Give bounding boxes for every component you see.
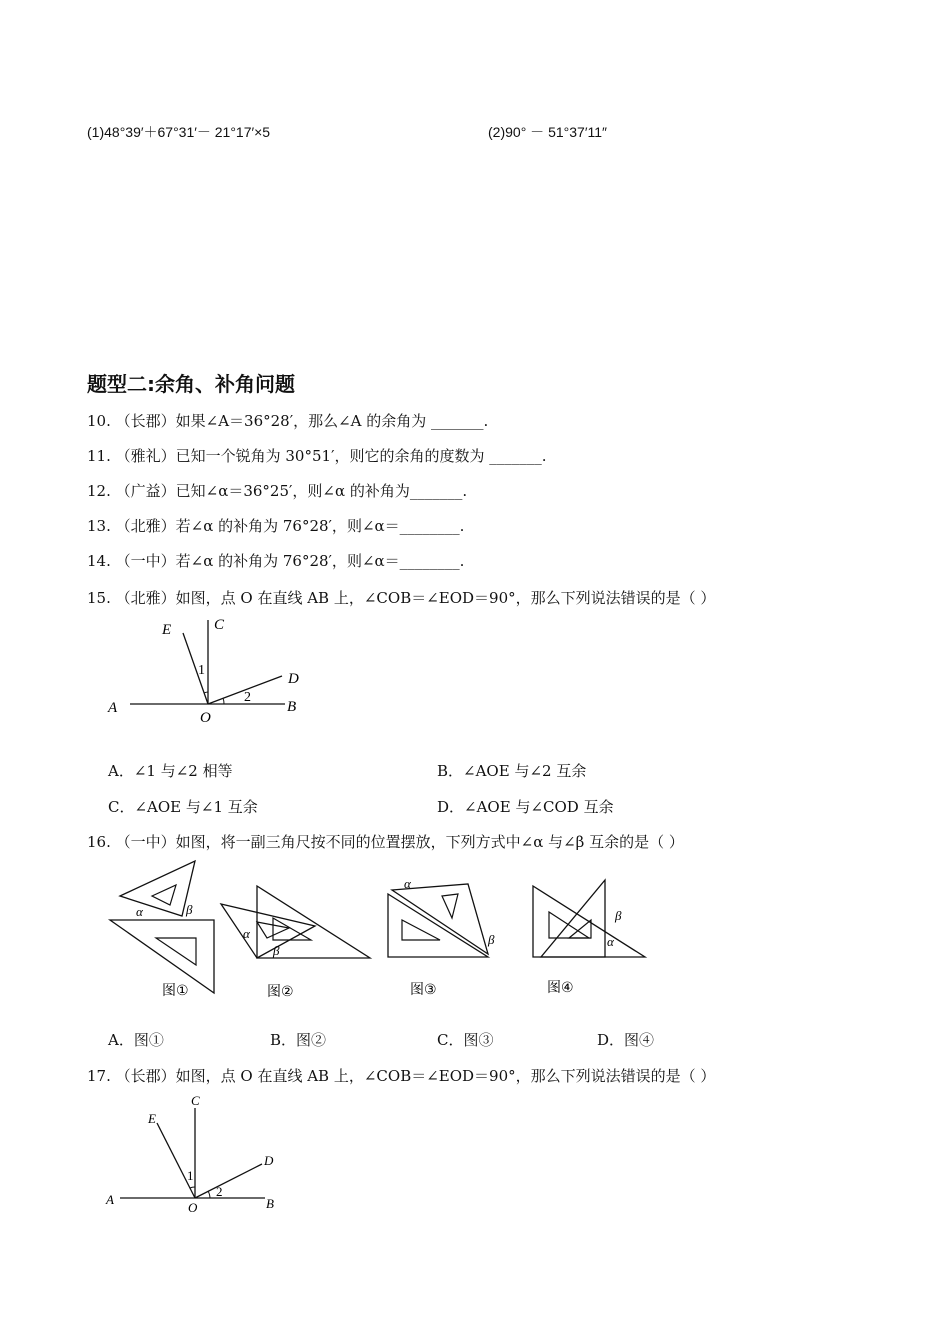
label-d: D	[264, 1153, 274, 1168]
label-e: E	[162, 622, 172, 638]
question-12: 12. （广益）已知∠α＝36°25′，则∠α 的补角为_______.	[87, 482, 468, 500]
question-10: 10. （长郡）如果∠A＝36°28′，那么∠A 的余角为 _______.	[87, 412, 489, 430]
calc-item-2-number: (2)	[488, 124, 506, 140]
ray-oe	[157, 1123, 195, 1198]
question-16: 16. （一中）如图，将一副三角尺按不同的位置摆放，下列方式中∠α 与∠β 互余的是（ ）	[87, 833, 684, 851]
label-o: O	[200, 710, 211, 726]
label-b: B	[266, 1196, 274, 1211]
label-angle-2: 2	[216, 1184, 223, 1199]
q15-option-d[interactable]: D．∠AOE 与∠COD 互余	[437, 798, 614, 816]
label-o: O	[188, 1200, 198, 1215]
fig3-alpha: α	[404, 876, 411, 891]
fig3-beta: β	[488, 932, 495, 947]
fig2-alpha: α	[243, 926, 250, 941]
calc-item-1-number: (1)	[87, 124, 105, 140]
label-a: A	[108, 700, 118, 716]
fig2-beta: β	[273, 943, 280, 958]
figure-3	[380, 872, 505, 1002]
question-15-figure	[100, 610, 320, 730]
q16-option-a[interactable]: A．图①	[108, 1031, 164, 1049]
figure-1	[100, 858, 225, 1008]
q15-option-a[interactable]: A．∠1 与∠2 相等	[108, 762, 233, 780]
label-b: B	[287, 699, 297, 715]
label-c: C	[191, 1093, 200, 1108]
ray-od	[195, 1164, 262, 1198]
q16-option-c[interactable]: C．图③	[437, 1031, 494, 1049]
label-angle-1: 1	[187, 1168, 194, 1183]
section-title: 题型二:余角、补角问题	[87, 372, 295, 396]
question-15: 15. （北雅）如图，点 O 在直线 AB 上，∠COB＝∠EOD＝90°，那么下列说法错误的是（ ）	[87, 589, 716, 607]
calc-item-2-expression: 90° － 51°37′11″	[505, 124, 607, 140]
figure-4	[525, 872, 655, 1002]
question-17: 17. （长郡）如图，点 O 在直线 AB 上，∠COB＝∠EOD＝90°，那么下列说法错误的是（ ）	[87, 1067, 716, 1085]
label-angle-2: 2	[244, 690, 251, 705]
calc-item-2	[488, 122, 607, 142]
figure-1-caption: 图①	[162, 983, 189, 999]
figure-4-caption: 图④	[547, 980, 574, 996]
label-e: E	[148, 1111, 156, 1126]
angle-2-arc	[223, 698, 224, 704]
fig1-alpha: α	[136, 904, 143, 919]
q15-option-c[interactable]: C．∠AOE 与∠1 互余	[108, 798, 258, 816]
question-13: 13. （北雅）若∠α 的补角为 76°28′，则∠α＝________.	[87, 517, 465, 535]
q16-option-d[interactable]: D．图④	[597, 1031, 655, 1049]
fig4-beta: β	[615, 908, 622, 923]
calc-item-1-expression: 48°39′＋67°31′－ 21°17′×5	[104, 124, 271, 140]
question-17-figure	[100, 1090, 290, 1220]
q16-option-b[interactable]: B．图②	[270, 1031, 327, 1049]
question-14: 14. （一中）若∠α 的补角为 76°28′，则∠α＝________.	[87, 552, 465, 570]
figure-2	[215, 880, 375, 1008]
figure-3-caption: 图③	[410, 982, 437, 998]
q15-option-b[interactable]: B．∠AOE 与∠2 互余	[437, 762, 587, 780]
fig4-alpha: α	[607, 934, 614, 949]
label-angle-1: 1	[198, 663, 205, 678]
label-c: C	[214, 617, 225, 633]
calc-item-1	[87, 122, 270, 142]
label-d: D	[288, 671, 299, 687]
figure-2-caption: 图②	[267, 984, 294, 1000]
question-11: 11. （雅礼）已知一个锐角为 30°51′，则它的余角的度数为 _______.	[87, 447, 547, 465]
label-a: A	[106, 1192, 114, 1207]
fig1-beta: β	[186, 902, 193, 917]
